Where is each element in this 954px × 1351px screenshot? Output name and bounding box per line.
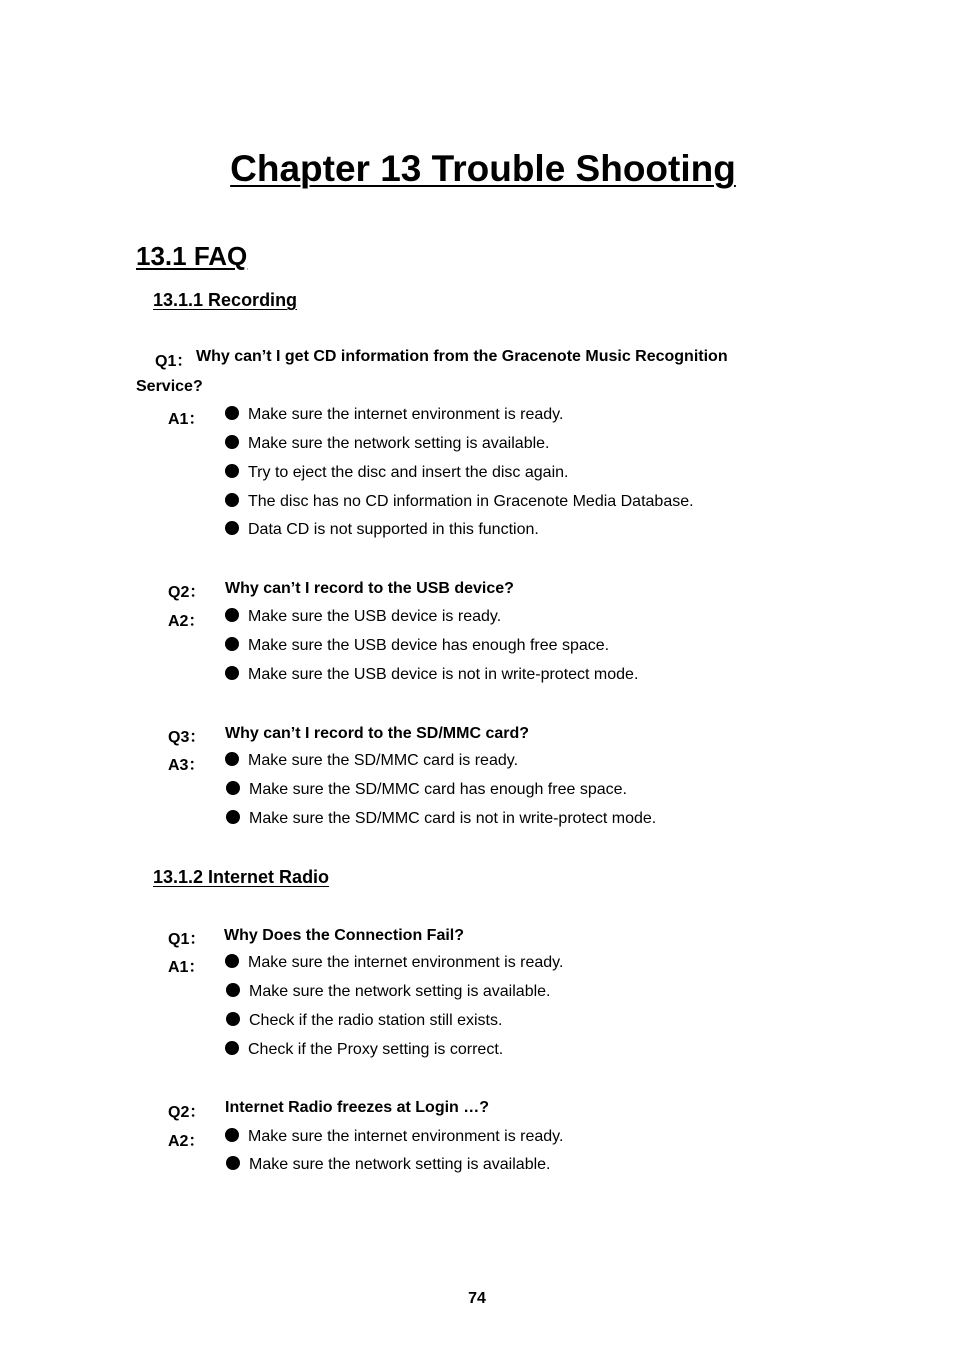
answer-item <box>225 666 638 684</box>
answer-text: Make sure the USB device is ready. <box>248 608 502 625</box>
answer-item <box>226 810 656 828</box>
question-label: Q1： <box>155 353 193 370</box>
bullet-icon <box>225 637 239 651</box>
bullet-icon <box>225 1128 239 1142</box>
answer-text: Make sure the USB device has enough free space. <box>248 637 610 654</box>
answer-text: Make sure the network setting is available. <box>249 983 551 1000</box>
answer-item <box>225 464 568 482</box>
answer-item <box>225 1128 563 1146</box>
bullet-icon <box>225 954 239 968</box>
answer-item <box>225 752 518 770</box>
bullet-icon <box>225 666 239 680</box>
answer-item <box>226 1156 550 1174</box>
question-label: Q3： <box>168 729 206 746</box>
answer-label: A2： <box>168 1133 205 1150</box>
question-text: Internet Radio freezes at Login …? <box>225 1099 490 1116</box>
bullet-icon <box>226 781 240 795</box>
question-text-continued: Service? <box>136 378 203 395</box>
question-label: Q1： <box>168 931 206 948</box>
bullet-icon <box>226 810 240 824</box>
answer-item <box>225 608 501 626</box>
answer-item <box>225 406 563 424</box>
answer-text: Data CD is not supported in this function. <box>248 521 539 538</box>
section-title: 13.1 FAQ <box>136 241 248 271</box>
bullet-icon <box>225 752 239 766</box>
answer-text: Make sure the SD/MMC card is ready. <box>248 752 519 769</box>
answer-item <box>226 983 550 1001</box>
answer-item <box>225 493 694 511</box>
bullet-icon <box>225 464 239 478</box>
question-label: Q2： <box>168 584 206 601</box>
bullet-icon <box>225 521 239 535</box>
answer-text: Make sure the internet environment is ready. <box>248 406 564 423</box>
subsection-title-internet-radio: 13.1.2 Internet Radio <box>153 867 330 887</box>
answer-item <box>225 1041 503 1059</box>
bullet-icon <box>225 608 239 622</box>
answer-text: Make sure the SD/MMC card has enough free space. <box>249 781 627 798</box>
answer-text: Make sure the network setting is available. <box>248 435 550 452</box>
answer-text: Make sure the internet environment is ready. <box>248 1128 564 1145</box>
bullet-icon <box>226 983 240 997</box>
bullet-icon <box>225 435 239 449</box>
question-text: Why can’t I record to the SD/MMC card? <box>225 725 530 742</box>
answer-text: Check if the Proxy setting is correct. <box>248 1041 504 1058</box>
answer-item <box>225 954 563 972</box>
bullet-icon <box>225 1041 239 1055</box>
answer-label: A2： <box>168 613 205 630</box>
subsection-title-recording: 13.1.1 Recording <box>153 290 298 310</box>
bullet-icon <box>225 493 239 507</box>
answer-text: Try to eject the disc and insert the disc again. <box>248 464 569 481</box>
bullet-icon <box>226 1012 240 1026</box>
bullet-icon <box>226 1156 240 1170</box>
page-number: 74 <box>468 1290 486 1307</box>
answer-item <box>225 521 539 539</box>
answer-text: Make sure the internet environment is ready. <box>248 954 564 971</box>
answer-text: Make sure the network setting is available. <box>249 1156 551 1173</box>
answer-label: A3： <box>168 757 205 774</box>
answer-item <box>225 435 549 453</box>
answer-text: The disc has no CD information in Gracenote Media Database. <box>248 493 694 510</box>
answer-text: Check if the radio station still exists. <box>249 1012 503 1029</box>
question-text: Why Does the Connection Fail? <box>224 927 465 944</box>
answer-label: A1： <box>168 959 205 976</box>
answer-text: Make sure the SD/MMC card is not in write-protect mode. <box>249 810 657 827</box>
answer-text: Make sure the USB device is not in write-protect mode. <box>248 666 639 683</box>
chapter-title: Chapter 13 Trouble Shooting <box>230 148 736 189</box>
question-text: Why can’t I get CD information from the Gracenote Music Recognition <box>196 348 728 365</box>
question-text: Why can’t I record to the USB device? <box>225 580 514 597</box>
answer-item <box>226 1012 502 1030</box>
answer-item <box>226 781 627 799</box>
question-label: Q2： <box>168 1104 206 1121</box>
answer-item <box>225 637 609 655</box>
answer-label: A1： <box>168 411 205 428</box>
bullet-icon <box>225 406 239 420</box>
